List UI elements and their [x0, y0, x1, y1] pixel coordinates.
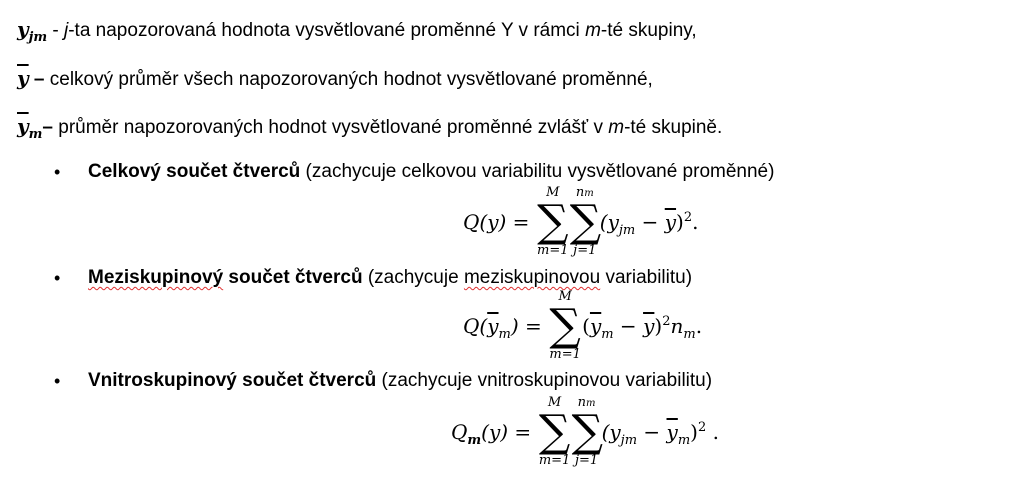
- eq-end: .: [692, 210, 699, 234]
- bullet-title-part2: součet čtverců: [223, 267, 363, 288]
- sum-lower: m=1: [538, 453, 571, 468]
- sum-symbol: [548, 290, 582, 362]
- eq-body-close: ): [676, 210, 684, 234]
- equation-between: [463, 290, 702, 362]
- eq-sup: 2: [697, 420, 707, 435]
- equation-total: [463, 186, 699, 258]
- sum-symbol: [538, 396, 572, 468]
- eq-tail-sub: m: [683, 327, 696, 342]
- sum-upper-base: n: [577, 395, 586, 410]
- eq-body: [582, 314, 703, 342]
- sigma-icon: ∑: [569, 196, 602, 247]
- separator: -: [47, 20, 64, 41]
- eq-lhs-a: Q(: [463, 314, 488, 338]
- sum-upper-sub: m: [584, 188, 594, 199]
- symbol-ybar: $\overline{y}$: [17, 114, 29, 138]
- eq-ybar: $\overline{y}$: [643, 314, 655, 338]
- eq-lhs-sub: m: [467, 433, 482, 448]
- eq-minus: −: [613, 314, 644, 338]
- equation-within: [451, 396, 719, 468]
- bullet-title-part1: Meziskupinový: [88, 267, 224, 288]
- definition-text-a: -ta napozorovaná hodnota vysvětlované proměnné Y v rámci: [68, 20, 586, 41]
- symbol-ybar: $\overline{y}$: [17, 66, 29, 90]
- bullet-description-squig: meziskupinovou: [463, 267, 601, 288]
- eq-lhs-a: Q: [451, 420, 468, 444]
- eq-minus: −: [637, 420, 667, 444]
- eq-body-sub: jm: [620, 433, 638, 448]
- eq-body-close: ): [654, 314, 663, 338]
- bullet-description-b: variabilitu): [600, 267, 693, 288]
- eq-lhs: [451, 420, 538, 448]
- definition-ybar: [17, 66, 653, 92]
- eq-sup: 2: [683, 210, 693, 225]
- eq-ybar-sub: m: [677, 433, 691, 448]
- eq-body: [601, 420, 719, 448]
- separator: –: [28, 69, 50, 90]
- eq-body-sub: jm: [618, 223, 636, 238]
- eq-ybar-m: $\overline{y}$: [589, 314, 602, 338]
- eq-lhs: [463, 314, 549, 342]
- sum-upper: M: [558, 289, 572, 304]
- eq-end: .: [695, 314, 703, 338]
- symbol-y: y: [17, 17, 29, 41]
- eq-lhs-b: ) =: [510, 314, 549, 338]
- sum-symbol: [572, 396, 602, 468]
- definition-text-a: celkový průměr všech napozorovaných hodnot vysvětlované proměnné,: [49, 69, 653, 90]
- eq-lhs-sub: m: [498, 327, 511, 342]
- eq-body-open: (y: [601, 420, 621, 444]
- sum-upper: M: [547, 395, 562, 410]
- definition-yjm: [17, 17, 697, 45]
- sum-lower: m=1: [549, 347, 581, 362]
- italic-j: j: [63, 20, 69, 41]
- bullet-description-a: (zachycuje: [362, 267, 464, 288]
- definition-text-b: -té skupině.: [624, 117, 723, 138]
- sigma-icon: ∑: [549, 300, 581, 351]
- definition-text-b: -té skupiny,: [600, 20, 697, 41]
- sum-symbol: [570, 186, 600, 258]
- bullet-title: Celkový součet čtverců: [88, 161, 301, 182]
- bullet-total: [88, 160, 774, 184]
- italic-m: m: [608, 117, 625, 138]
- bullet-description: (zachycuje celkovou variabilitu vysvětlované proměnné): [300, 161, 775, 182]
- sum-lower: j=1: [574, 453, 599, 468]
- eq-body-open: (y: [599, 210, 619, 234]
- definition-text-a: průměr napozorovaných hodnot vysvětlované proměnné zvlášť v: [58, 117, 609, 138]
- sum-upper-sub: m: [586, 398, 596, 409]
- symbol-subscript: m: [28, 127, 43, 142]
- eq-lhs: Q(y) =: [463, 210, 536, 234]
- bullet-within: [88, 369, 712, 393]
- symbol-subscript: jm: [28, 30, 48, 45]
- eq-sub: m: [601, 327, 614, 342]
- sigma-icon: ∑: [538, 406, 571, 457]
- sum-upper: M: [546, 185, 560, 200]
- sigma-icon: ∑: [537, 196, 569, 247]
- eq-ybar: $\overline{y}$: [664, 210, 677, 234]
- separator: –: [42, 117, 59, 138]
- eq-body-close: ): [690, 420, 698, 444]
- eq-sup: 2: [662, 314, 671, 329]
- bullet-icon: •: [54, 268, 61, 288]
- eq-ybar: $\overline{y}$: [666, 420, 678, 444]
- italic-m: m: [585, 20, 601, 41]
- eq-body: [599, 210, 699, 238]
- sum-lower: m=1: [537, 243, 569, 258]
- eq-end: .: [706, 420, 719, 444]
- eq-body-open: (: [582, 314, 590, 338]
- sum-symbol: [536, 186, 570, 258]
- eq-minus: −: [635, 210, 665, 234]
- sum-upper-base: n: [575, 185, 585, 200]
- bullet-between: [88, 266, 692, 290]
- eq-tail: n: [670, 314, 684, 338]
- sum-lower: j=1: [573, 243, 597, 258]
- definition-ybar-m: [17, 114, 722, 142]
- bullet-title: Vnitroskupinový součet čtverců: [88, 370, 377, 391]
- bullet-icon: •: [54, 162, 61, 182]
- sigma-icon: ∑: [571, 406, 603, 457]
- bullet-icon: •: [54, 371, 61, 391]
- eq-lhs-b: (y) =: [481, 420, 538, 444]
- bullet-description: (zachycuje vnitroskupinovou variabilitu): [376, 370, 713, 391]
- eq-lhs-ybar: $\overline{y}$: [487, 314, 499, 338]
